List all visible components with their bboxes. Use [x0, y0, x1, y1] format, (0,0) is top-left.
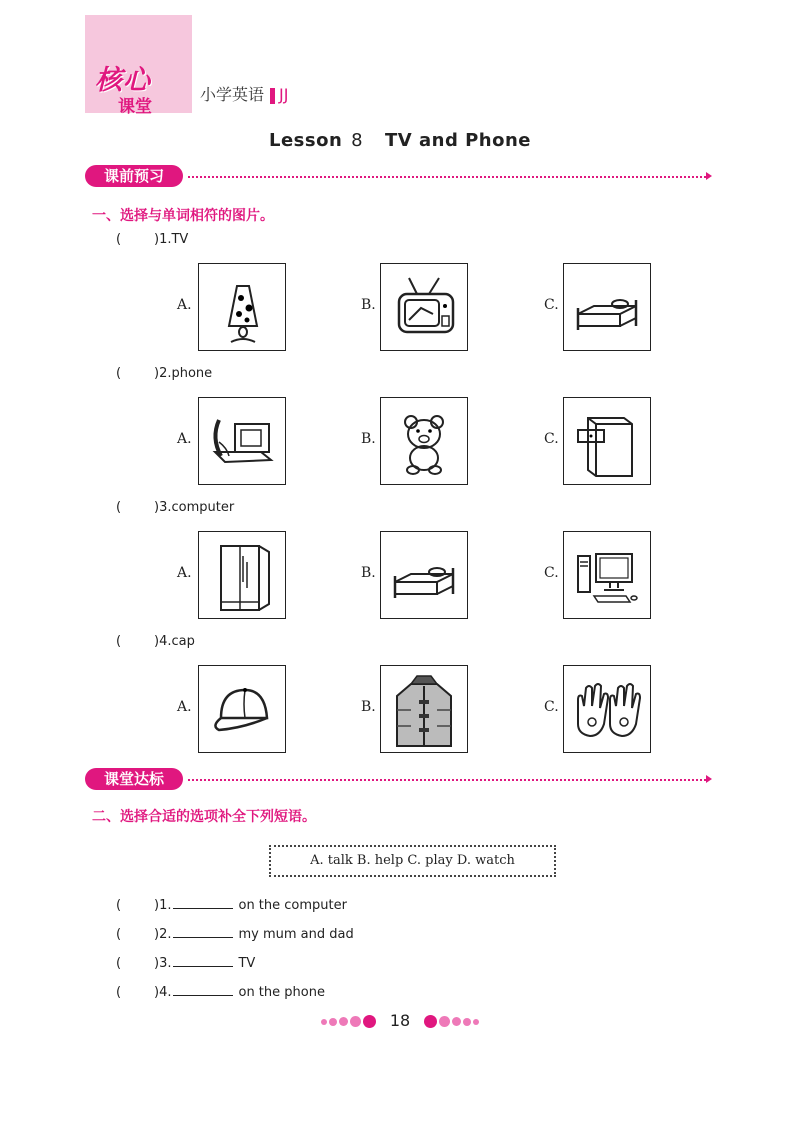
- item-text: TV: [238, 956, 256, 971]
- computer-icon: [564, 532, 650, 618]
- option-label: B.: [361, 431, 376, 447]
- subject-label: [200, 82, 288, 105]
- decor-dot: [350, 1016, 361, 1027]
- decor-dot: [473, 1019, 479, 1025]
- section2-divider: [188, 779, 706, 781]
- answer-paren[interactable]: (: [116, 985, 122, 1000]
- lesson-number: 8: [351, 130, 364, 151]
- decor-dot: [321, 1019, 327, 1025]
- decor-dot: [424, 1015, 437, 1028]
- teddy-bear-icon: [381, 398, 467, 484]
- question-number: )2.: [154, 366, 172, 381]
- option-label: C.: [544, 565, 559, 581]
- option-picture[interactable]: [563, 531, 651, 619]
- bed-icon: [381, 532, 467, 618]
- edition-label: JJ: [279, 85, 289, 104]
- item-number: )2.: [154, 927, 172, 942]
- fill-item: [116, 955, 255, 971]
- answer-paren[interactable]: (: [116, 366, 122, 381]
- phone-icon: [199, 398, 285, 484]
- section1-title: 一、选择与单词相符的图片。: [92, 208, 274, 224]
- option-label: A.: [177, 565, 192, 581]
- option-label: C.: [544, 699, 559, 715]
- option-picture[interactable]: [380, 263, 468, 351]
- cap-icon: [199, 666, 285, 752]
- option-picture[interactable]: [563, 263, 651, 351]
- option-label: B.: [361, 297, 376, 313]
- answer-paren[interactable]: (: [116, 927, 122, 942]
- item-number: )1.: [154, 898, 172, 913]
- question-number: )1.: [154, 232, 172, 247]
- decor-dot: [463, 1018, 471, 1026]
- answer-paren[interactable]: (: [116, 232, 122, 247]
- section2-title: 二、选择合适的选项补全下列短语。: [92, 809, 316, 825]
- item-text: on the phone: [238, 985, 325, 1000]
- page-number: 18: [389, 1011, 411, 1030]
- option-label: B.: [361, 699, 376, 715]
- option-label: A.: [177, 431, 192, 447]
- lesson-title: [0, 130, 800, 151]
- question-row: [116, 634, 195, 649]
- blank-line[interactable]: [173, 926, 233, 938]
- question-row: [116, 232, 188, 247]
- option-picture[interactable]: [380, 665, 468, 753]
- option-picture[interactable]: [198, 531, 286, 619]
- option-picture[interactable]: [380, 531, 468, 619]
- gloves-icon: [564, 666, 650, 752]
- question-row: [116, 500, 234, 515]
- divider-arrow-icon: [706, 775, 712, 783]
- section1-banner: 课前预习: [85, 165, 183, 187]
- decor-dot: [329, 1018, 337, 1026]
- question-word: phone: [171, 366, 213, 381]
- question-row: [116, 366, 212, 381]
- decor-dot: [339, 1017, 348, 1026]
- logo-main-text: 核心: [95, 65, 151, 96]
- question-number: )4.: [154, 634, 172, 649]
- lesson-name: TV and Phone: [385, 130, 531, 151]
- answer-paren[interactable]: (: [116, 956, 122, 971]
- option-label: B.: [361, 565, 376, 581]
- option-picture[interactable]: [563, 665, 651, 753]
- decor-dot: [439, 1016, 450, 1027]
- lesson-label: Lesson: [268, 130, 343, 151]
- separator-bar: [270, 88, 275, 104]
- decor-dot: [363, 1015, 376, 1028]
- option-label: C.: [544, 297, 559, 313]
- fill-item: [116, 984, 325, 1000]
- section2-banner: 课堂达标: [85, 768, 183, 790]
- blank-line[interactable]: [173, 984, 233, 996]
- page-footer: [0, 1011, 800, 1030]
- section1-divider: [188, 176, 706, 178]
- blank-line[interactable]: [173, 897, 233, 909]
- question-number: )3.: [154, 500, 172, 515]
- option-picture[interactable]: [198, 397, 286, 485]
- blank-line[interactable]: [173, 955, 233, 967]
- logo-sub-text: 课堂: [118, 97, 152, 117]
- option-picture[interactable]: [198, 263, 286, 351]
- item-text: my mum and dad: [238, 927, 354, 942]
- item-text: on the computer: [238, 898, 347, 913]
- question-word: cap: [171, 634, 195, 649]
- subject-name: 小学英语: [200, 85, 265, 104]
- word-bank: A. talk B. help C. play D. watch: [269, 845, 556, 877]
- fill-item: [116, 897, 347, 913]
- wardrobe-icon: [199, 532, 285, 618]
- fill-item: [116, 926, 354, 942]
- answer-paren[interactable]: (: [116, 500, 122, 515]
- nightstand-icon: [564, 398, 650, 484]
- answer-paren[interactable]: (: [116, 898, 122, 913]
- question-word: TV: [171, 232, 189, 247]
- bed-icon: [564, 264, 650, 350]
- option-label: A.: [177, 297, 192, 313]
- option-label: C.: [544, 431, 559, 447]
- item-number: )4.: [154, 985, 172, 1000]
- decor-dot: [452, 1017, 461, 1026]
- coat-icon: [381, 666, 467, 752]
- tv-icon: [381, 264, 467, 350]
- question-word: computer: [171, 500, 235, 515]
- answer-paren[interactable]: (: [116, 634, 122, 649]
- option-picture[interactable]: [563, 397, 651, 485]
- option-picture[interactable]: [380, 397, 468, 485]
- option-label: A.: [177, 699, 192, 715]
- divider-arrow-icon: [706, 172, 712, 180]
- item-number: )3.: [154, 956, 172, 971]
- lamp-icon: [199, 264, 285, 350]
- option-picture[interactable]: [198, 665, 286, 753]
